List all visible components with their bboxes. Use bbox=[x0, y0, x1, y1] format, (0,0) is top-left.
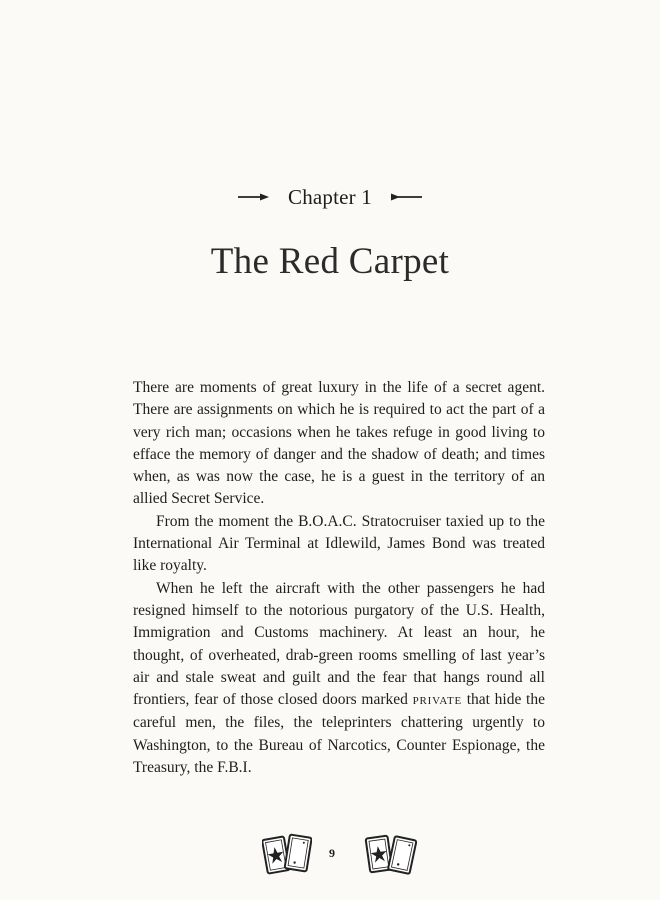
chapter-body bbox=[133, 377, 545, 779]
chapter-heading bbox=[0, 180, 660, 214]
page-footer bbox=[0, 824, 660, 884]
paragraph-2: From the moment the B.O.A.C. Stratocruiser taxied up to the International Air Terminal at Idlewild, James Bond was treated like royalty. bbox=[133, 512, 545, 575]
tarot-cards-right-icon bbox=[364, 830, 418, 878]
left-arrow-ornament-icon bbox=[238, 192, 272, 202]
paragraph-3-text-a: When he left the aircraft with the other passengers he had resigned himself to the notorious purgatory of the U.S. Health, Immigration and Customs machinery. At least an hour, he thought, of overheated, drab-green rooms smelling of last year’s air and stale sweat and guilt and the fear that hangs round all frontiers, fear of those closed doors marked bbox=[133, 579, 545, 709]
page-number: 9 bbox=[329, 846, 335, 860]
paragraph-3 bbox=[133, 578, 545, 780]
right-arrow-ornament-icon bbox=[388, 192, 422, 202]
paragraph-3-text-b: that hide the careful men, the files, the teleprinters chattering urgently to Washington, to the Bureau of Narcotics, Counter Espionage, the Treasury, the F.B.I. bbox=[133, 691, 545, 777]
tarot-cards-left-icon bbox=[262, 830, 312, 878]
paragraph-1: There are moments of great luxury in the life of a secret agent. There are assignments on which he is required to act the part of a very rich man; occasions when he takes refuge in good living to efface the memory of danger and the shadow of death; and times when, as was now the case, he is a guest in the territory of an allied Secret Service. bbox=[133, 379, 545, 508]
chapter-label: Chapter 1 bbox=[287, 184, 373, 209]
private-smallcaps: PRIVATE bbox=[412, 695, 462, 708]
chapter-title: The Red Carpet bbox=[210, 241, 450, 282]
